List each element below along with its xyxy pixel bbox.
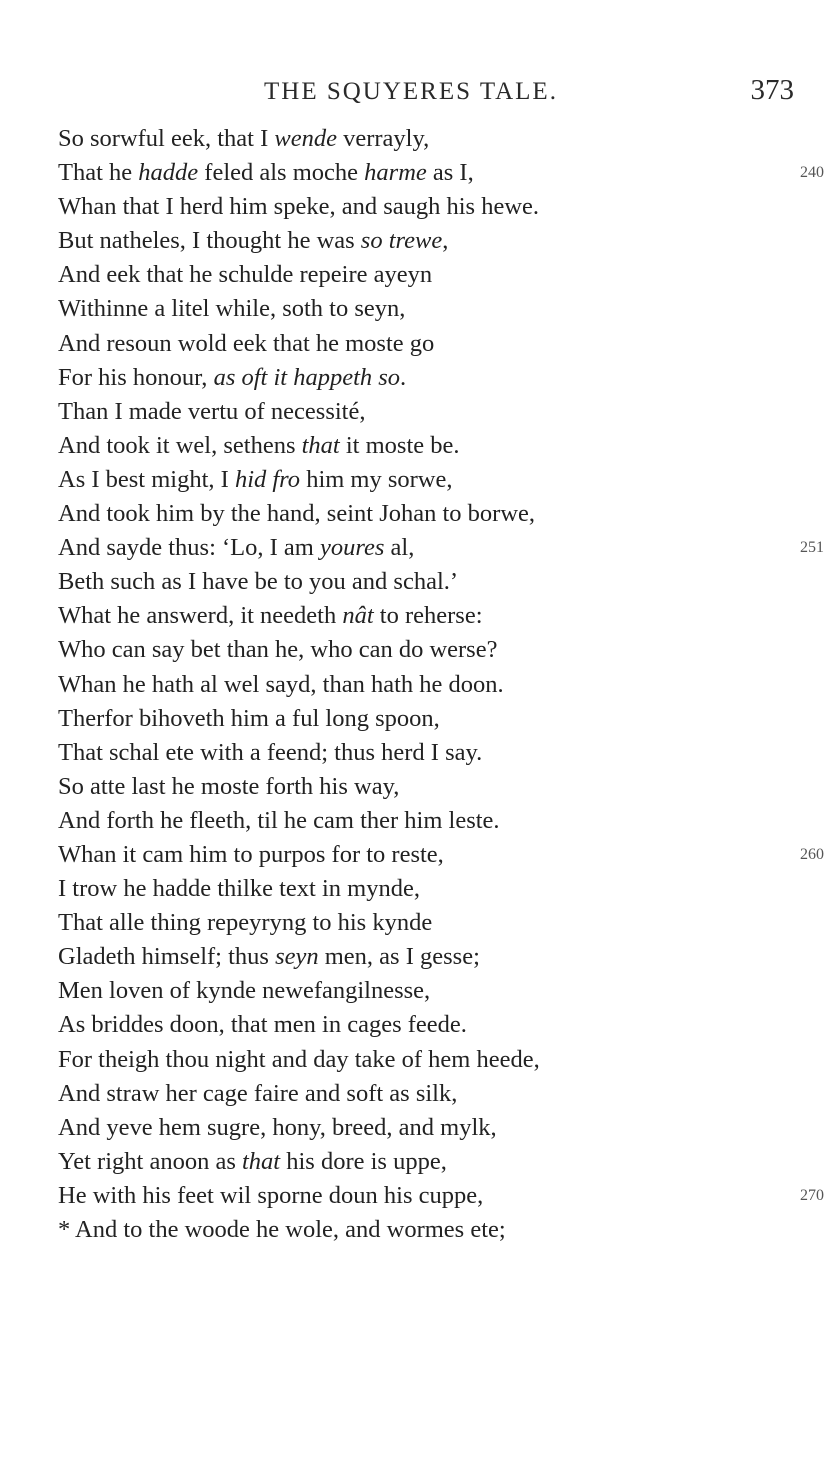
verse-line <box>58 497 798 531</box>
verse-line-text: Withinne a litel while, soth to seyn, <box>58 295 406 323</box>
verse-line <box>58 531 824 565</box>
verse-line-text: So sorwful eek, that I wende verrayly, <box>58 125 430 152</box>
verse-line <box>58 804 798 838</box>
verse-line-text: And yeve hem sugre, hony, breed, and mylk, <box>58 1113 497 1141</box>
verse-line-text: So atte last he moste forth his way, <box>58 772 400 800</box>
verse-line <box>58 1111 798 1145</box>
verse-line <box>58 190 798 224</box>
verse-line <box>58 565 798 599</box>
verse-line <box>58 1179 824 1213</box>
verse-line-text: And took it wel, sethens that it moste be. <box>58 431 460 459</box>
running-title: THE SQUYERES TALE. <box>264 78 558 105</box>
verse-line-text: And forth he fleeth, til he cam ther him leste. <box>58 806 500 834</box>
verse-line-text: For theigh thou night and day take of hem heede, <box>58 1045 540 1073</box>
verse-line-text: Who can say bet than he, who can do werse? <box>58 636 498 664</box>
verse-line <box>58 1213 798 1247</box>
verse-line <box>58 872 798 906</box>
verse-line <box>58 974 798 1008</box>
verse-line-text: I trow he hadde thilke text in mynde, <box>58 875 420 903</box>
verse-line <box>58 702 798 736</box>
verse-line <box>58 1043 798 1077</box>
verse-line <box>58 736 798 770</box>
verse-line <box>58 940 798 974</box>
verse-line-text: Whan he hath al wel sayd, than hath he doon. <box>58 670 504 698</box>
verse-line <box>58 224 798 258</box>
verse-line-text: And resoun wold eek that he moste go <box>58 329 435 357</box>
verse-line <box>58 258 798 292</box>
verse-line-text: Yet right anoon as that his dore is uppe, <box>58 1147 447 1175</box>
verse-line-text: As briddes doon, that men in cages feede. <box>58 1011 467 1039</box>
verse-line <box>58 1077 798 1111</box>
page-header <box>264 74 794 114</box>
verse-line <box>58 395 798 429</box>
verse-line-text: Beth such as I have be to you and schal.’ <box>58 568 459 596</box>
verse-line-text: And eek that he schulde repeire ayeyn <box>58 261 433 289</box>
verse-line <box>58 292 798 326</box>
verse-line <box>58 633 798 667</box>
verse-line-text: That alle thing repeyryng to his kynde <box>58 909 433 937</box>
verse-line <box>58 361 798 395</box>
verse-line <box>58 599 798 633</box>
verse-line-text: As I best might, I hid fro him my sorwe, <box>58 465 453 493</box>
verse-line-text: Whan that I herd him speke, and saugh his hewe. <box>58 193 540 221</box>
verse-line-text: That he hadde feled als moche harme as I, <box>58 159 474 187</box>
line-number: 251 <box>800 539 824 557</box>
verse-line <box>58 463 798 497</box>
verse-line <box>58 429 798 463</box>
verse-line-text: Gladeth himself; thus seyn men, as I gesse; <box>58 943 480 971</box>
line-number: 270 <box>800 1186 824 1204</box>
verse-line <box>58 1008 798 1042</box>
line-number: 240 <box>800 164 824 182</box>
verse-line-text: Men loven of kynde newefangilnesse, <box>58 977 431 1005</box>
page-number: 373 <box>750 74 794 106</box>
verse-line-text: And straw her cage faire and soft as silk, <box>58 1079 458 1107</box>
verse-line-text: But natheles, I thought he was so trewe, <box>58 227 449 255</box>
verse-line-text: Than I made vertu of necessité, <box>58 397 366 425</box>
verse-line-text: And sayde thus: ‘Lo, I am youres al, <box>58 534 415 562</box>
verse-line-text: Therfor bihoveth him a ful long spoon, <box>58 704 440 732</box>
verse-line <box>58 770 798 804</box>
verse-line-text: He with his feet wil sporne doun his cuppe, <box>58 1181 484 1209</box>
verse-block <box>58 122 824 1247</box>
verse-line-text: What he answerd, it needeth nât to reherse: <box>58 602 483 630</box>
verse-line <box>58 156 824 190</box>
verse-line <box>58 122 798 156</box>
line-number: 260 <box>800 845 824 863</box>
verse-line <box>58 838 824 872</box>
verse-line <box>58 906 798 940</box>
verse-line-text: For his honour, as oft it happeth so. <box>58 363 407 391</box>
verse-line-text: * And to the woode he wole, and wormes ete; <box>58 1216 506 1243</box>
verse-line <box>58 327 798 361</box>
verse-line <box>58 668 798 702</box>
verse-line-text: That schal ete with a feend; thus herd I say. <box>58 738 483 766</box>
verse-line-text: Whan it cam him to purpos for to reste, <box>58 840 444 868</box>
verse-line <box>58 1145 798 1179</box>
verse-line-text: And took him by the hand, seint Johan to borwe, <box>58 500 536 528</box>
